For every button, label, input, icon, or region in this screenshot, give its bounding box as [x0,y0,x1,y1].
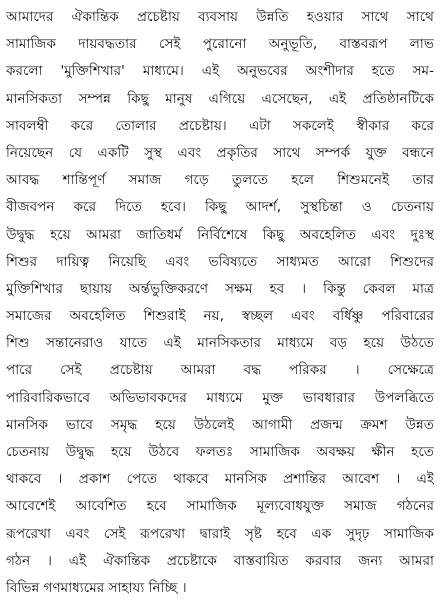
text-line-8: বীজবপন করে দিতে হবে। কিছু আদর্শ, সুস্থচিন্তা ও চেতনায় [6,199,434,216]
text-line-1: আমাদের ঐকান্তিক প্রচেষ্টায় ব্যবসায় উন্নতি হওয়ার সাথে সাথে [6,9,434,25]
text-line-18: থাকবে । প্রকাশ পেতে থাকবে মানসিক প্রশান্তির আবেশ । এই [6,471,434,488]
text-line-7: আবদ্ধ শান্তিপূর্ণ সমাজ গড়ে তুলতে হলে শিশুমনেই তার [6,172,434,189]
text-line-5: সাবলম্বী করে তোলার প্রচেষ্টায়। এটা সকলেই স্বীকার করে [6,117,434,134]
text-line-19: আবেশেই আবেশিত হবে সামাজিক মূল্যবোধযুক্ত সমাজ গঠনের [6,498,434,515]
body-paragraph [6,4,434,602]
text-line-16: মানসিক ভাবে সমৃদ্ধ হয়ে উঠলেই আগামী প্রজন্ম ক্রমশ উন্নত [6,416,434,433]
text-line-11: মুক্তিশিখার ছায়ায় অর্ন্তভুক্তিকরণে সক্ষম হব । কিন্তু কেবল মাত্র [6,280,434,297]
text-line-6: নিয়েছেন যে একটি সুস্থ এবং প্রকৃতির সাথে সম্পর্ক যুক্ত বন্ধনে [6,144,434,161]
text-line-13: শিশু সন্তানেরাও যাতে এই মানসিকতার মাধ্যমে বড় হয়ে উঠতে [6,335,434,352]
text-line-10: শিশুর দায়িত্ব নিয়েছি এবং ভবিষ্যতে সাধ্যমত আরো শিশুদের [6,253,434,270]
text-line-21: গঠন । এই ঐকান্তিক প্রচেষ্টাকে বাস্তবায়িত করবার জন্য আমরা [6,552,434,569]
text-line-22: বিভিন্ন গণমাধ্যমের সাহায্য নিচ্ছি । [6,579,187,596]
text-line-9: উদ্বুদ্ধ হয়ে আমরা জাতিধর্ম নির্বিশেষে কিছু অবহেলিত এবং দুঃস্থ [6,226,434,243]
text-line-4: মানসিকতা সম্পন্ন কিছু মানুষ এগিয়ে এসেছেন, এই প্রতিষ্ঠানটিকে [6,90,434,107]
text-line-2: সামাজিক দায়বদ্ধতার সেই পুরোনো অনুভূতি, বাস্তবরূপ লাভ [6,36,434,53]
text-line-14: পারে সেই প্রচেষ্টায় আমরা বদ্ধ পরিকর । সেক্ষেত্রে [6,362,434,379]
text-line-20: রূপরেখা এবং সেই রূপরেখা দ্বারাই সৃষ্ট হবে এক সুদৃঢ় সামাজিক [6,525,434,542]
text-line-12: সমাজের অবহেলিত শিশুরাই নয়, স্বচ্ছল এবং বর্ধিষ্ণু পরিবারের [6,308,434,325]
text-line-15: পারিবারিকভাবে অভিভাবকদের মাধ্যমে মুক্ত ভাবধারার উপলব্ধিতে [6,389,434,406]
text-line-3: করলো 'মুক্তিশিখার' মাধ্যমে। এই অনুভবের অংশীদার হতে সম- [6,63,434,80]
text-line-17: চেতনায় উদ্বুদ্ধ হয়ে উঠবে ফলতঃ সামাজিক অবক্ষয় ক্ষীন হতে [6,444,434,460]
